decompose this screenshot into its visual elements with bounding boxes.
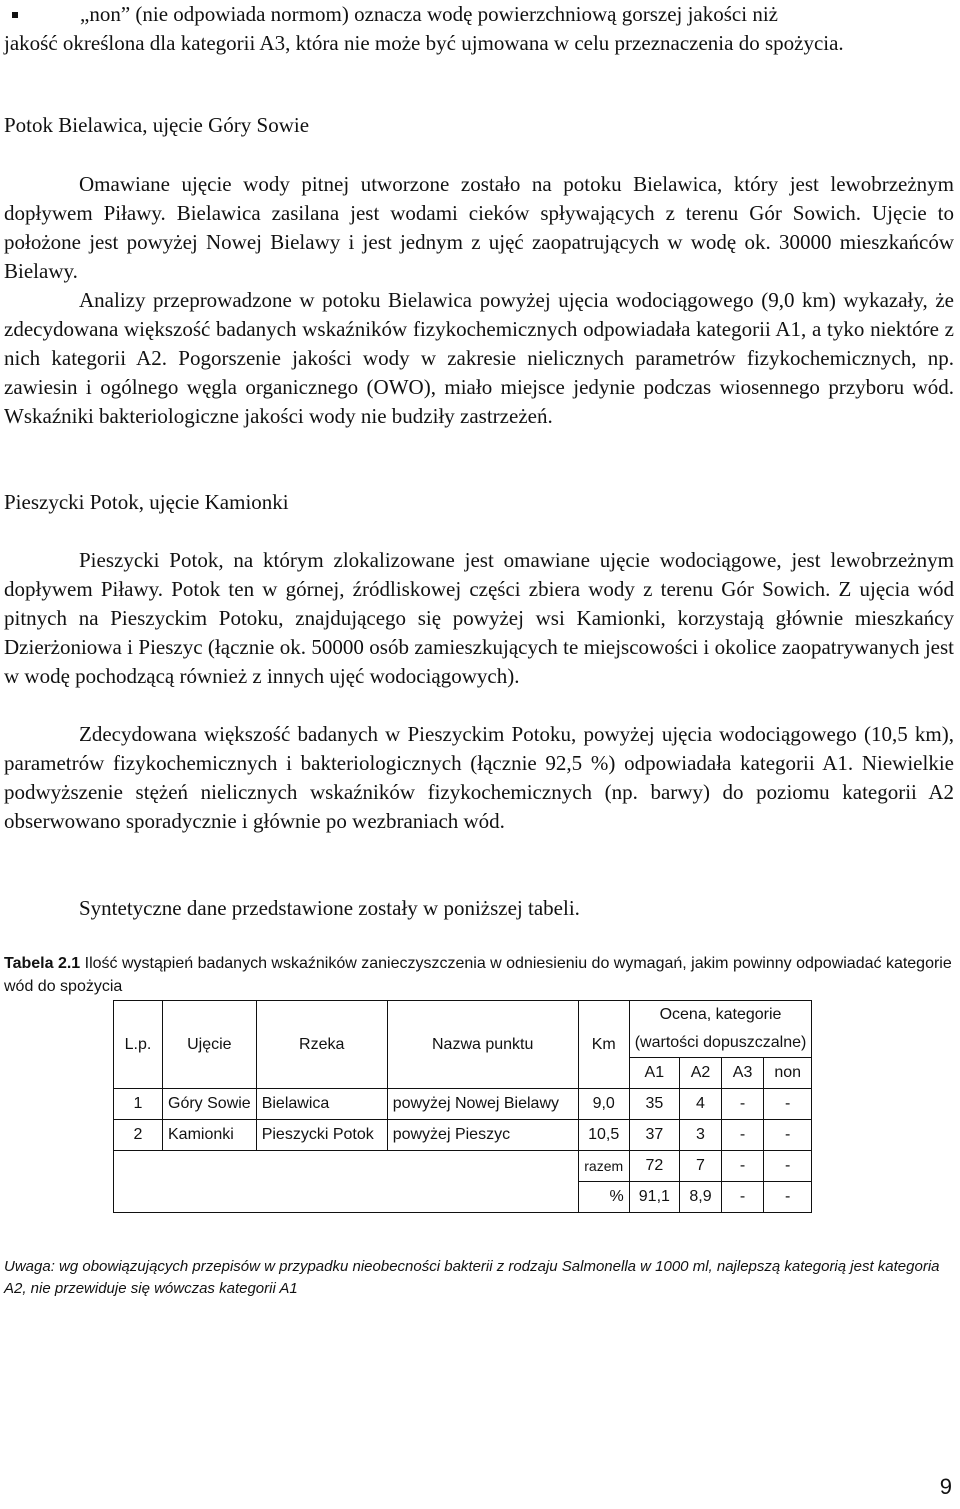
summary-empty-cell <box>114 1151 579 1213</box>
cell-ujecie: Góry Sowie <box>163 1089 257 1120</box>
table-row <box>114 1089 812 1120</box>
cell-percent-a3: - <box>722 1182 764 1213</box>
table-caption-label: Tabela 2.1 <box>4 955 81 972</box>
cell-rzeka: Bielawica <box>256 1089 387 1120</box>
page-number: 9 <box>939 1474 952 1499</box>
table-summary-row-razem <box>114 1151 812 1182</box>
header-a3: A3 <box>722 1058 764 1089</box>
cell-km: 10,5 <box>578 1120 629 1151</box>
section-heading-pieszycki: Pieszycki Potok, ujęcie Kamionki <box>4 490 289 514</box>
paragraph-pieszycki-intro: Pieszycki Potok, na którym zlokalizowane jest omawiane ujęcie wodociągowe, jest lewobrzeżnym dopływem Piławy. Potok ten w górnej, źródliskowej części zbiera wody z terenu Gór Sowich. Z ujęcia wód pitnych na Pieszyckim Potoku, znajdującego się powyżej wsi Kamionki, korzystają głównie mieszkańcy Dzierżoniowa i Pieszyc (łącznie ok. 50000 osób zamieszkujących te miejscowości i okolice zaopatrywanych jest w wodę pochodzącą również z innych ujęć wodociągowych). <box>4 548 954 688</box>
cell-a3: - <box>722 1089 764 1120</box>
cell-razem-label: razem <box>578 1151 629 1182</box>
cell-km: 9,0 <box>578 1089 629 1120</box>
header-ocena-line1: Ocena, kategorie <box>659 1006 782 1023</box>
cell-lp: 2 <box>114 1120 163 1151</box>
cell-punkt: powyżej Nowej Bielawy <box>387 1089 578 1120</box>
cell-percent-label: % <box>578 1182 629 1213</box>
cell-a1: 35 <box>629 1089 679 1120</box>
paragraph-pieszycki-analysis: Zdecydowana większość badanych w Pieszyckim Potoku, powyżej ujęcia wodociągowego (10,5 km), parametrów fizykochemicznych i bakteriologicznych (łącznie 92,5 %) odpowiadała kategorii A1. Niewielkie podwyższenie stężeń nielicznych wskaźników fizykochemicznych (np. barwy) do poziomu kategorii A2 obserwowano sporadycznie i głównie po wezbraniach wód. <box>4 722 954 833</box>
header-lp: L.p. <box>114 1001 163 1089</box>
section-heading-bielawica: Potok Bielawica, ujęcie Góry Sowie <box>4 113 310 137</box>
header-ujecie: Ujęcie <box>163 1001 257 1089</box>
header-nazwa-punktu: Nazwa punktu <box>387 1001 578 1089</box>
cell-non: - <box>764 1120 812 1151</box>
cell-punkt: powyżej Pieszyc <box>387 1120 578 1151</box>
header-non: non <box>764 1058 812 1089</box>
table-header-row <box>114 1001 812 1058</box>
water-quality-table <box>113 1000 812 1213</box>
header-km: Km <box>578 1001 629 1089</box>
header-a1: A1 <box>629 1058 679 1089</box>
cell-lp: 1 <box>114 1089 163 1120</box>
header-ocena-line2: (wartości dopuszczalne) <box>634 1034 807 1051</box>
cell-ujecie: Kamionki <box>163 1120 257 1151</box>
cell-a2: 4 <box>679 1089 721 1120</box>
cell-razem-a3: - <box>722 1151 764 1182</box>
table-caption <box>4 952 954 998</box>
paragraph-bielawica-analysis: Analizy przeprowadzone w potoku Bielawica powyżej ujęcia wodociągowego (9,0 km) wykazały, że zdecydowana większość badanych wskaźników fizykochemicznych odpowiadała kategorii A1, a tyko niektóre z nich kategorii A2. Pogorszenie jakości wody w zakresie nielicznych parametrów fizykochemicznych, np. zawiesin i ogólnego węgla organicznego (OWO), miało miejsce jedynie podczas wiosennego przyboru wód. Wskaźniki bakteriologiczne jakości wody nie budziły zastrzeżeń. <box>4 288 954 428</box>
cell-razem-a2: 7 <box>679 1151 721 1182</box>
header-a2: A2 <box>679 1058 721 1089</box>
bullet-list-item <box>4 0 954 58</box>
cell-a1: 37 <box>629 1120 679 1151</box>
table-row <box>114 1120 812 1151</box>
paragraph-table-intro: Syntetyczne dane przedstawione zostały w poniższej tabeli. <box>79 896 580 920</box>
bullet-first-line: „non” (nie odpowiada normom) oznacza wodę powierzchniową gorszej jakości niż <box>80 2 778 26</box>
cell-a2: 3 <box>679 1120 721 1151</box>
cell-rzeka: Pieszycki Potok <box>256 1120 387 1151</box>
header-ocena <box>629 1001 812 1058</box>
cell-a3: - <box>722 1120 764 1151</box>
cell-razem-non: - <box>764 1151 812 1182</box>
cell-percent-a2: 8,9 <box>679 1182 721 1213</box>
cell-percent-a1: 91,1 <box>629 1182 679 1213</box>
bullet-continuation: jakość określona dla kategorii A3, która nie może być ujmowana w celu przeznaczenia do spożycia. <box>4 31 844 55</box>
header-rzeka: Rzeka <box>256 1001 387 1089</box>
table-note: Uwaga: wg obowiązujących przepisów w przypadku nieobecności bakterii z rodzaju Salmonella w 1000 ml, najlepszą kategorią jest kategoria A2, nie przewiduje się wówczas kategorii A1 <box>4 1258 940 1297</box>
bullet-marker <box>12 12 18 18</box>
cell-razem-a1: 72 <box>629 1151 679 1182</box>
paragraph-bielawica-intro: Omawiane ujęcie wody pitnej utworzone zostało na potoku Bielawica, który jest lewobrzeżnym dopływem Piławy. Bielawica zasilana jest wodami cieków spływających z terenu Gór Sowich. Ujęcie to położone jest powyżej Nowej Bielawy i jest jednym z ujęć zaopatrujących w wodę ok. 30000 mieszkańców Bielawy. <box>4 172 954 283</box>
cell-percent-non: - <box>764 1182 812 1213</box>
cell-non: - <box>764 1089 812 1120</box>
table-caption-text: Ilość wystąpień badanych wskaźników zanieczyszczenia w odniesieniu do wymagań, jakim powinny odpowiadać kategorie wód do spożycia <box>4 955 952 995</box>
